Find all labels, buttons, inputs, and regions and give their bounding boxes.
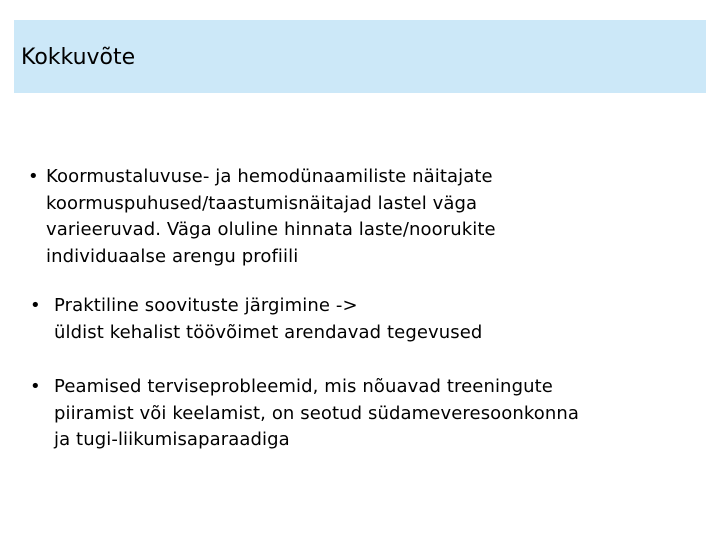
slide-title: Kokkuvõte — [21, 45, 136, 70]
bullet-dot-icon: • — [28, 166, 39, 187]
bullet-dot-icon: • — [30, 295, 41, 316]
bullet-text: Peamised terviseprobleemid, mis nõuavad treeningute piiramist või keelamist, on seotud südameveresoonkonna ja tugi-liikumisaparaadiga — [54, 376, 580, 450]
bullet-dot-icon: • — [30, 376, 41, 397]
bullet-text: Praktiline soovituste järgimine -> üldist kehalist töövõimet arendavad tegevused — [54, 295, 483, 343]
bullet-text: Koormustaluvuse- ja hemodünaamiliste näitajate koormuspuhused/taastumisnäitajad lastel väga varieeruvad. Väga oluline hinnata laste/noorukite individuaalse arengu profiili — [46, 166, 496, 267]
